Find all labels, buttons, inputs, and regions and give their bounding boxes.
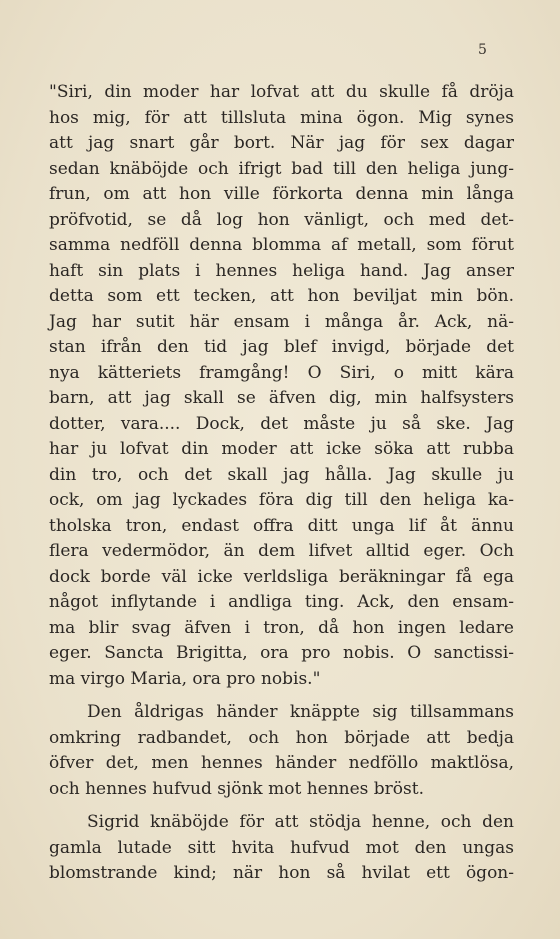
text-line: stan ifrån den tid jag blef invigd, började det xyxy=(49,337,514,357)
text-line: tholska tron, endast offra ditt unga lif åt ännu xyxy=(49,515,514,536)
text-line: något inflytande i andliga ting. Ack, den ensam- xyxy=(49,592,514,612)
paragraph-gap xyxy=(49,802,514,810)
text-line: eger. Sancta Brigitta, ora pro nobis. O sanctissi- xyxy=(49,643,514,663)
text-line: dotter, vara.... Dock, det måste ju så ske. Jag xyxy=(49,413,514,434)
text-line: haft sin plats i hennes heliga hand. Jag anser xyxy=(49,260,514,281)
text-line: barn, att jag skall se äfven dig, min halfsysters xyxy=(49,388,514,408)
text-line: och hennes hufvud sjönk mot hennes bröst. xyxy=(49,778,425,799)
text-line: samma nedföll denna blomma af metall, som förut xyxy=(49,235,514,255)
paragraph xyxy=(49,80,514,692)
text-line: flera vedermödor, än dem lifvet alltid eger. Och xyxy=(49,541,514,561)
text-line: din tro, och det skall jag hålla. Jag skulle ju xyxy=(49,464,514,485)
text-line: pröfvotid, se då log hon vänligt, och med det- xyxy=(49,209,514,230)
paragraph xyxy=(49,700,514,802)
text-line: nya kätteriets framgång! O Siri, o mitt kära xyxy=(49,362,514,383)
body-text xyxy=(49,80,514,887)
text-line: Den åldrigas händer knäppte sig tillsammans xyxy=(87,702,514,722)
text-line: blomstrande kind; när hon så hvilat ett ögon- xyxy=(49,863,514,883)
text-line: ma virgo Maria, ora pro nobis." xyxy=(49,668,321,689)
paragraph-gap xyxy=(49,692,514,700)
text-line: att jag snart går bort. När jag för sex dagar xyxy=(49,133,514,153)
text-line: Jag har sutit här ensam i många år. Ack, nä- xyxy=(49,311,514,332)
text-line: detta som ett tecken, att hon beviljat min bön. xyxy=(49,286,514,306)
text-line: gamla lutade sitt hvita hufvud mot den ungas xyxy=(49,837,514,858)
paragraph xyxy=(49,810,514,887)
text-line: omkring radbandet, och hon började att bedja xyxy=(49,727,514,748)
text-line: dock borde väl icke verldsliga beräkningar få ega xyxy=(49,566,514,587)
text-line: ock, om jag lyckades föra dig till den heliga ka- xyxy=(49,490,514,510)
text-line: ma blir svag äfven i tron, då hon ingen ledare xyxy=(49,617,514,638)
text-line: öfver det, men hennes händer nedföllo maktlösa, xyxy=(49,753,514,773)
text-line: "Siri, din moder har lofvat att du skulle få dröja xyxy=(49,82,514,102)
text-line: sedan knäböjde och ifrigt bad till den heliga jung- xyxy=(49,158,514,179)
text-line: har ju lofvat din moder att icke söka att rubba xyxy=(49,439,514,459)
text-line: Sigrid knäböjde för att stödja henne, och den xyxy=(87,812,514,832)
page-number: 5 xyxy=(478,42,487,58)
text-line: hos mig, för att tillsluta mina ögon. Mig synes xyxy=(49,107,514,128)
text-line: frun, om att hon ville förkorta denna min långa xyxy=(49,184,514,204)
